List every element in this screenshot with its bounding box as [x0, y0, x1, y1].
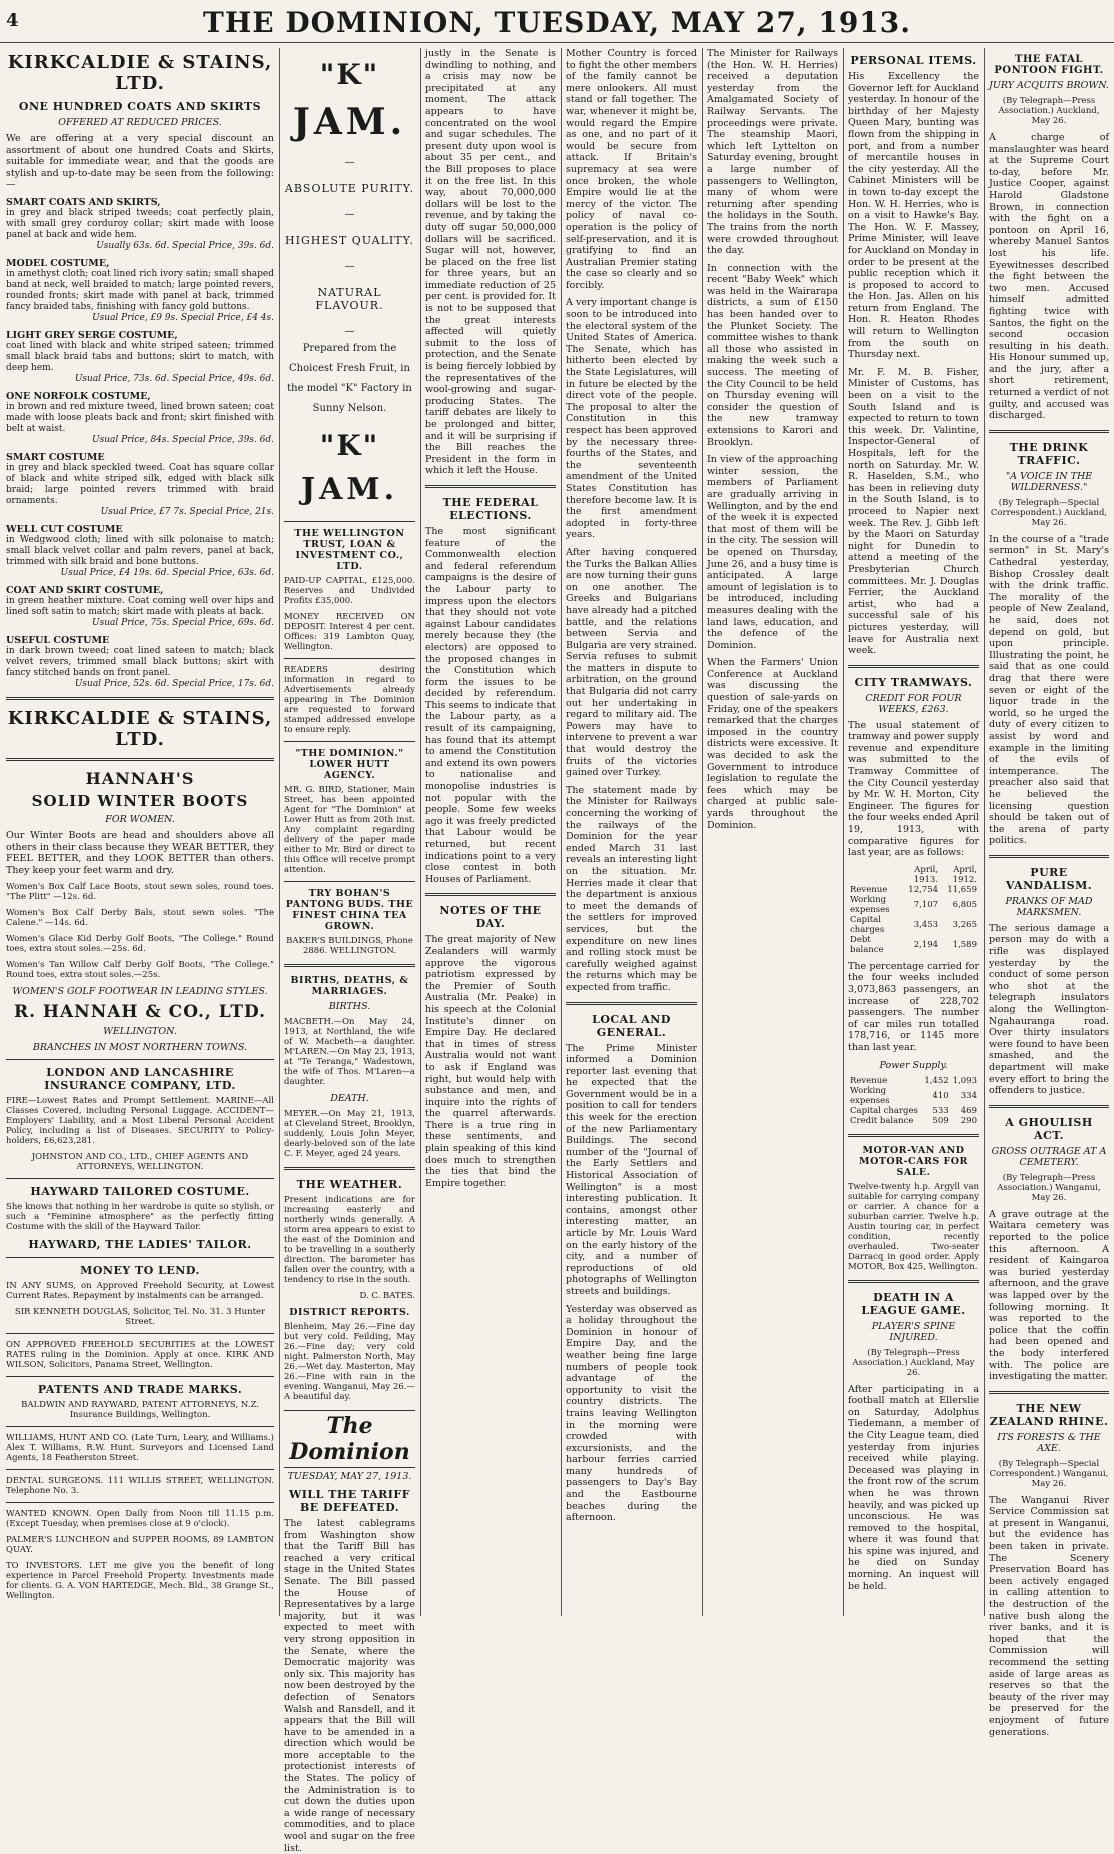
jam-line-2: HIGHEST QUALITY. — [285, 234, 414, 247]
dominion-logo: The Dominion — [284, 1410, 415, 1468]
costume-item-desc: in green heather mixture. Coat coming well over hips and lined soft satin to match; skirt made with pleats at back. — [6, 595, 274, 617]
table-row: Capital charges 3,453 3,265 — [850, 914, 977, 935]
kirkcaldie-heading: KIRKCALDIE & STAINS, LTD. — [7, 52, 273, 94]
costume-item-price: Usual Price, 84s. Special Price, 39s. 6d. — [92, 434, 274, 445]
newspaper-title: THE DOMINION, TUESDAY, MAY 27, 1913. — [202, 6, 912, 39]
wanted-text: WANTED KNOWN. Open Daily from Noon till 11.15 p.m. (Except Tuesday, when premises close at 9 o'clock). — [6, 1509, 274, 1530]
costume-item-title: WELL CUT COSTUME — [6, 523, 123, 535]
bdm-heading: BIRTHS, DEATHS, & MARRIAGES. — [290, 975, 409, 997]
k-brand: "K" — [319, 58, 380, 91]
investors-text: TO INVESTORS. LET me give you the benefit of long experience in Parcel Freehold Property. Investments made for clients. G. A. VON HARTEDGE, Mech. Bld., 38 Grange St., Wellington. — [6, 1561, 274, 1602]
costume-item-title: USEFUL COSTUME — [6, 634, 110, 646]
league-subheading: PLAYER'S SPINE INJURED. — [871, 1320, 956, 1343]
kirkcaldie-subheading: ONE HUNDRED COATS AND SKIRTS — [18, 100, 262, 113]
vandal-heading: PURE VANDALISM. — [1005, 865, 1093, 892]
trust-capital: PAID-UP CAPITAL, £125,000. Reserves and Undivided Profits £35,000. — [284, 576, 415, 606]
trust-money: MONEY RECEIVED ON DEPOSIT. Interest 4 per cent. Offices: 319 Lambton Quay, Wellington. — [284, 612, 415, 652]
trust-heading: THE WELLINGTON TRUST, LOAN & INVESTMENT CO., LTD. — [294, 528, 405, 572]
costume-item-title: COAT AND SKIRT COSTUME, — [6, 584, 164, 596]
costume-item-price: Usually 63s. 6d. Special Price, 39s. 6d. — [96, 240, 274, 251]
insurance-heading: LONDON AND LANCASHIRE INSURANCE COMPANY, LTD. — [44, 1066, 236, 1093]
costume-item-price: Usual Price, £9 9s. Special Price, £4 4s. — [92, 312, 274, 323]
hayward-footer: HAYWARD, THE LADIES' TAILOR. — [28, 1238, 252, 1252]
holiday-text: Yesterday was observed as a holiday throughout the Dominion in honour of Empire Day, and the weather being fine large numbers of people took advantage of the opportunity to visit the country districts. The trains leaving Wellington in the morning were crowded with excursionists, and the harbour ferries carried many hundreds of passengers to Day's Bay and the Eastbourne beaches during the afternoon. — [566, 1303, 697, 1524]
costume-item — [6, 635, 274, 689]
costume-item — [6, 452, 274, 517]
league-text: After participating in a football match at Ellerslie on Saturday, Adolphus Tiedemann, a member of the City League team, died yesterday from injuries received while playing. Deceased was playing in the front row of the scrum when he was thrown heavily, and was picked up unconscious. He was removed to the hospital, where it was found that his spine was injured, and he died on Sunday morning. An inquest will be held. — [848, 1383, 979, 1592]
births-label: BIRTHS. — [328, 1001, 371, 1012]
jam-line-1: ABSOLUTE PURITY. — [284, 182, 415, 195]
k-brand-2: "K" — [319, 429, 380, 462]
table-row: Debt balance 2,194 1,589 — [850, 934, 977, 955]
district-heading: DISTRICT REPORTS. — [289, 1307, 410, 1318]
hutt-heading: "THE DOMINION." LOWER HUTT AGENCY. — [295, 748, 404, 781]
costume-item-price: Usual Price, 75s. Special Price, 69s. 6d. — [92, 617, 274, 628]
costume-item-price: Usual Price, £4 19s. 6d. Special Price, 63s. 6d. — [60, 567, 274, 578]
costume-item-price: Usual Price, 73s. 6d. Special Price, 49s. 6d. — [74, 373, 274, 384]
drink-subheading: "A VOICE IN THE WILDERNESS." — [1005, 470, 1093, 493]
tea-address: BAKER'S BUILDINGS, Phone 2886. WELLINGTON. — [286, 936, 413, 956]
costume-item — [6, 524, 274, 578]
drink-heading: THE DRINK TRAFFIC. — [1009, 440, 1089, 467]
jam-line-3: NATURAL FLAVOUR. — [315, 286, 384, 312]
palmer-text: PALMER'S LUNCHEON and SUPPER ROOMS, 89 LAMBTON QUAY. — [6, 1535, 274, 1556]
boots-items — [6, 882, 274, 980]
district-text: Blenheim, May 26.—Fine day but very cold. Feilding, May 26.—Fine day; very cold night. Palmerston North, May 26.—Wet day. Masterton, May 26.—Fine with rain in the evening. Wanganui, May 26.—A beautiful day. — [284, 1322, 415, 1402]
page-number: 4 — [6, 10, 19, 31]
local-heading: LOCAL AND GENERAL. — [592, 1012, 671, 1039]
patents-heading: PATENTS AND TRADE MARKS. — [37, 1383, 243, 1397]
column-jam-and-leader: "K" JAM. — ABSOLUTE PURITY. — HIGHEST QUALITY. — NATURAL FLAVOUR. — Prepared from the Choicest Fresh Fruit, in the model "K" Factory in Sunny Nelson. "K" JAM. THE WELLINGTON TRUST, LOAN & INVESTMENT CO., LTD. PAID-UP CAPITAL, £125,000. Reserves and Undivided Profits £35,000. MONEY RECEIVED ON DEPOSIT. Interest 4 per cent. Offices: 319 Lambton Quay, Wellington. READERS desiring information in regard to Advertisements already appearing in The Dominion are requested to forward stamped addressed envelope to ensure reply. "THE DOMINION." LOWER HUTT AGENCY. MR. G. BIRD, Stationer, Main Street, has been appointed Agent for "The Dominion" at Lower Hutt as from 20th inst. Any complaint regarding delivery of the paper made either to Mr. Bird or direct to this Office will receive prompt attention. TRY BOHAN'S PANTONG BUDS. THE FINEST CHINA TEA GROWN. BAKER'S BUILDINGS, Phone 2886. WELLINGTON. BIRTHS, DEATHS, & MARRIAGES. BIRTHS. MACBETH.—On May 24, 1913, at Northland, the wife of W. Macbeth—a daughter. M'LAREN.—On May 23, 1913, at "Te Teranga," Wadestown, the wife of Thos. M'Laren—a daughter. DEATH. MEYER.—On May 21, 1913, at Cleveland Street, Brooklyn, suddenly, Louis John Meyer, dearly-beloved son of the late C. F. Meyer, aged 24 years. THE WEATHER. Present indications are for increasing easterly and northerly winds generally. A storm area appears to exist to the east of the Dominion and to be travelling in a southerly direction. The barometer has fallen over the country, with a tendency to rise in the south. D. C. BATES. DISTRICT REPORTS. Blenheim, May 26.—Fine day but very cold. Feilding, May 26.—Fine day; very cold night. Palmerston North, May 26.—Wet day. Masterton, May 26.—Fine with rain in the evening. Wanganui, May 26.—A beautiful day. The Dominion TUESDAY, MAY 27, 1913. WILL THE TARIFF BE DEFEATED. The latest cablegrams from Washington show that the Tariff Bill has reached a very critical stage in the United States Senate. The Bill passed the House of Representatives by a large majority, but it was expected to meet with very strong opposition in the Senate, where the Democratic majority was only six. This majority has now been destroyed by the defection of Senators Walsh and Ransdell, and it appears that the Bill will have to be amended in a direction which would be more acceptable to the protectionist interests of the States. The policy of the Administration is to cut down the duties upon a wide range of necessary commodities, and to place wool and sugar on the free list. — [284, 58, 415, 1854]
costume-item-desc: in Wedgwood cloth; lined with silk polonaise to match; small black velvet collar and palm revers, panel at back, trimmed with silk braid and bone buttons. — [6, 534, 274, 567]
empire-text: Mother Country is forced to fight the other members of the family cannot be mere onlookers. All must stand or fall together. The war, whenever it might be, would regard the Empire as one, and no part of it would be secure from attack. If Britain's supremacy at sea were once broken, the whole Empire would lie at the mercy of the victor. The policy of naval co-operation is the policy of self-preservation, and it is gratifying to find an Australian Premier stating the case so clearly and so forcibly. — [566, 48, 697, 291]
column-local-news — [707, 48, 838, 1616]
costume-item-title: ONE NORFOLK COSTUME, — [6, 390, 151, 402]
hayward-text: She knows that nothing in her wardrobe is quite so stylish, or such a "Feminine atmosphere" as the perfectly fitting Costume with the skill of the Hayward Tailor. — [6, 1202, 274, 1233]
leader-heading: WILL THE TARIFF BE DEFEATED. — [288, 1488, 411, 1514]
dominion-date: TUESDAY, MAY 27, 1913. — [287, 1471, 412, 1482]
federal-heading: THE FEDERAL ELECTIONS. — [442, 495, 539, 522]
jam-prepared: Prepared from the Choicest Fresh Fruit, in the model "K" Factory in Sunny Nelson. — [287, 343, 412, 414]
local-text: The Prime Minister informed a Dominion reporter last evening that he expected that the Government would be in a position to call for tenders this week for the erection of the new Parliamentary Buildings. The second number of the "Journal of the Early Settlers and Historical Association of Wellington" is a most interesting publication. It contains, amongst other interesting matter, an article by Mr. Louis Ward on the early history of the city, and a number of reproductions of old photographs of Wellington streets and buildings. — [566, 1042, 697, 1297]
power-table — [848, 1076, 979, 1126]
column-advertisements — [6, 48, 274, 1616]
costume-item-desc: in grey and black striped tweeds; coat perfectly plain, with small grey corduroy collar; skirt made with loose panel at back and wide hem. — [6, 207, 274, 240]
local-news-bottom: When the Farmers' Union Conference at Auckland was discussing the question of sale-yards on Friday, one of the speakers remarked that the charges imposed in the country districts were excessive. It was decided to ask the Government to introduce legislation to regulate the fees which may be charged at public sale-yards throughout the Dominion. — [707, 657, 838, 831]
death-label: DEATH. — [330, 1093, 369, 1104]
boots-footer: WOMEN'S GOLF FOOTWEAR IN LEADING STYLES. — [12, 986, 268, 998]
boot-item: Women's Tan Willow Calf Derby Golf Boots, "The College." Round toes, extra stout soles.—25s. — [6, 960, 274, 981]
costume-item — [6, 197, 274, 251]
money-text: IN ANY SUMS, on Approved Freehold Security, at Lowest Current Rates. Repayment by instalments can be arranged. — [6, 1281, 274, 1302]
league-heading: DEATH IN A LEAGUE GAME. — [861, 1290, 966, 1317]
rhine-subheading: ITS FORESTS & THE AXE. — [997, 1431, 1101, 1454]
federal-text: The most significant feature of the Commonwealth election and federal referendum campaigns is the desire of the Labour party to impress upon the electors that they should not vote against Labour candidates merely because they (the electors) are opposed to the proposed changes in the Constitution which form the issues to be decided by referendum. This seems to indicate that the Labour party, as a result of its campaigning, has found that its attempt to amend the Constitution and extend its own powers to nationalise and monopolise industries is not popular with the people. Some few weeks ago it was freely predicted that Labour would be returned, but recent indications point to a very close contest in both Houses of Parliament. — [425, 525, 556, 885]
costume-item-desc: in grey and black speckled tweed. Coat has square collar of black and white striped silk, edged with black silk braid; large pointed revers trimmed with braid ornaments. — [6, 462, 274, 506]
column-rule — [561, 48, 562, 1616]
balkan-text: After having conquered the Turks the Balkan Allies are now turning their guns on one another. The Greeks and Bulgarians have already had a pitched battle, and the relations between Servia and Bulgaria are very strained. Servia refuses to submit the matters in dispute to arbitration, on the ground that Bulgaria did not carry out her undertaking in regard to military aid. The Powers may have to intervene to prevent a war that would destroy the fruits of the victories gained over Turkey. — [566, 546, 697, 779]
kirkcaldie-offer: OFFERED AT REDUCED PRICES. — [58, 117, 222, 128]
motor-text: Twelve-twenty h.p. Argyll van suitable for carrying company or carrier. A chance for a suburban carrier. Twelve h.p. Austin touring car, in perfect condition, recently overhauled. Two-seater Darracq in good order. Apply MOTOR, Box 425, Wellington. — [848, 1181, 979, 1272]
column-notes — [566, 48, 697, 1616]
ghoul-press: (By Telegraph—Press Association.) Wanganui, May 26. — [997, 1172, 1101, 1203]
rhine-heading: THE NEW ZEALAND RHINE. — [989, 1401, 1109, 1428]
vandal-text: The serious damage a person may do with a rifle was displayed yesterday by the conduct of some person who shot at the telegraph insulators along the Wellington-Ngahauranga road. Over thirty insulators were found to have been smashed, and the department will make every effort to bring the offenders to justice. — [989, 922, 1109, 1097]
costume-item-title: SMART COSTUME — [6, 451, 105, 463]
kirkcaldie-footer: KIRKCALDIE & STAINS, LTD. — [7, 707, 273, 750]
tram-table: April, 1913. April, 1912. Revenue 12,754 11,659 Working expenses 7,107 6,805 Capital charges 3,453 3,265 Debt balance 2,194 1,589 — [850, 864, 977, 955]
drink-press: (By Telegraph—Special Correspondent.) Auckland, May 26. — [990, 497, 1108, 528]
births-text: MACBETH.—On May 24, 1913, at Northland, the wife of W. Macbeth—a daughter. M'LAREN.—On May 23, 1913, at "Te Teranga," Wadestown, the wife of Thos. M'Laren—a daughter. — [284, 1017, 415, 1087]
column-rule — [420, 48, 421, 1616]
power-heading: Power Supply. — [879, 1059, 948, 1071]
masthead — [0, 6, 1114, 43]
weather-signature: D. C. BATES. — [359, 1291, 415, 1301]
fatal-subheading: JURY ACQUITS BROWN. — [989, 80, 1109, 91]
costume-item-title: MODEL COSTUME, — [6, 257, 110, 269]
motor-heading: MOTOR-VAN AND MOTOR-CARS FOR SALE. — [859, 1144, 968, 1178]
boot-item: Women's Box Calf Derby Bals, stout sewn soles. "The Calene." —14s. 6d. — [6, 908, 274, 929]
costume-item-title: LIGHT GREY SERGE COSTUME, — [6, 329, 178, 341]
constitution-text: A very important change is soon to be introduced into the electoral system of the United States of America. The Senate, which has hitherto been elected by the State Legislatures, will in future be elected by the direct vote of the people. The proposal to alter the Constitution in this respect has been approved by the necessary three-fourths of the States, and the seventeenth amendment of the United States Constitution has therefore become law. It is the first amendment adopted in forty-three years. — [566, 297, 697, 541]
local-news-mid: In connection with the recent "Baby Week" which was held in the Wairarapa districts, a sum of £150 has been handed over to the Plunket Society. The committee wishes to thank all those who assisted in making the week such a success. The meeting of the City Council to be held on Thursday evening will consider the question of the new tramway extensions to Karori and Brooklyn. — [707, 262, 838, 448]
table-row: Revenue 12,754 11,659 — [850, 884, 977, 895]
money-heading: MONEY TO LEND. — [80, 1264, 200, 1278]
costume-item-desc: coat lined with black and white striped sateen; trimmed small black braid tabs and buttons; skirt to match, with deep hem. — [6, 340, 274, 373]
vandal-subheading: PRANKS OF MAD MARKSMEN. — [1005, 895, 1093, 918]
table-row: Revenue 1,452 1,093 — [850, 1075, 977, 1086]
rhine-press: (By Telegraph—Special Correspondent.) Wanganui, May 26. — [989, 1458, 1109, 1489]
jam-title: JAM. — [292, 101, 407, 143]
hannah-heading: HANNAH'S — [85, 768, 195, 788]
table-row: Working expenses 410 334 — [850, 1085, 977, 1106]
costume-item-price: Usual Price, £7 7s. Special Price, 21s. — [100, 506, 274, 517]
hannah-intro: Our Winter Boots are head and shoulders above all others in their class because they WEAR BETTER, they FEEL BETTER, and they LOOK BETTER than others. They keep your feet warm and dry. — [6, 829, 274, 876]
column-rule — [279, 48, 280, 1616]
hannah-branches: BRANCHES IN MOST NORTHERN TOWNS. — [32, 1042, 248, 1054]
kirkcaldie-intro: We are offering at a very special discount an assortment of about one hundred Coats and Skirts, suitable for immediate wear, and that the goods are stylish and up-to-date may be seen from the following:— — [6, 133, 274, 191]
tram-subheading: CREDIT FOR FOUR WEEKS, £263. — [865, 692, 962, 715]
money-name: SIR KENNETH DOUGLAS, Solicitor, Tel. No. 31. 3 Hunter Street. — [14, 1307, 266, 1328]
ghoul-heading: A GHOULISH ACT. — [1005, 1115, 1093, 1142]
weather-text: Present indications are for increasing easterly and northerly winds generally. A storm area appears to exist to the east of the Dominion and to be travelling in a southerly direction. The barometer has fallen over the country, with a tendency to rise in the south. — [284, 1195, 415, 1285]
fatal-text: A charge of manslaughter was heard at the Supreme Court to-day, before Mr. Justice Cooper, against Harold Gladstone Brown, in connection with the fight on a pontoon on April 16, whereby Manuel Santos lost his life. Eyewitnesses described the fight between the two men. Accused himself admitted fighting twice with Santos, the fight on the second occasion resulting in his death. His Honour summed up, and the jury, after a short retirement, returned a verdict of not guilty, and accused was discharged. — [989, 132, 1109, 422]
table-row: Capital charges 533 469 — [850, 1105, 977, 1116]
johnston-text: JOHNSTON AND CO., LTD., CHIEF AGENTS AND ATTORNEYS, WELLINGTON. — [31, 1152, 249, 1173]
hayward-heading: HAYWARD TAILORED COSTUME. — [30, 1185, 250, 1199]
costume-item — [6, 585, 274, 628]
boot-item: Women's Glace Kid Derby Golf Boots, "The College." Round toes, extra stout soles.—25s. 6d. — [6, 934, 274, 955]
williams-text: WILLIAMS, HUNT AND CO. (Late Turn, Leary, and Williams.) Alex T. Williams, R.W. Hunt. Surveyors and Licensed Land Agents, 18 Featherston Street. — [6, 1433, 274, 1464]
column-rule — [984, 48, 985, 1616]
costume-item-desc: in brown and red mixture tweed, lined brown sateen; coat made with loose pleats back and front; skirt finished with belt at waist. — [6, 401, 274, 434]
drink-text: In the course of a "trade sermon" in St. Mary's Cathedral yesterday, Bishop Crossley dealt with the drink traffic. The morality of the people of New Zealand, he said, does not depend on gold, but upon principle. Illustrating the point, he said that as one could drag that there were seven or eight of the liquor trade in the world, so he urged the duty of every citizen to assist by word and example in the limiting of the evils of intemperance. The preacher also said that he believed the licensing question should be taken out of the arena of party politics. — [989, 533, 1109, 847]
table-row: Working expenses 7,107 6,805 — [850, 894, 977, 915]
dental-text: DENTAL SURGEONS. 111 WILLIS STREET, WELLINGTON. Telephone No. 3. — [6, 1476, 274, 1497]
jam-title-2: JAM. — [300, 472, 399, 507]
costume-item — [6, 258, 274, 323]
fatal-press: (By Telegraph—Press Association.) Auckland, May 26. — [998, 96, 1100, 126]
ghoul-subheading: GROSS OUTRAGE AT A CEMETERY. — [991, 1145, 1107, 1168]
fatal-heading: THE FATAL PONTOON FIGHT. — [994, 54, 1104, 76]
patents-text: BALDWIN AND RAYWARD, PATENT ATTORNEYS, N.Z. Insurance Buildings, Wellington. — [21, 1400, 259, 1421]
readers-notice: READERS desiring information in regard to Advertisements already appearing in The Dominion are requested to forward stamped addressed envelope to ensure reply. — [284, 665, 415, 735]
tea-heading: TRY BOHAN'S PANTONG BUDS. THE FINEST CHINA TEA GROWN. — [285, 888, 414, 932]
costume-item-desc: in dark brown tweed; coat lined sateen to match; black velvet revers, trimmed small black buttons; skirt with fancy stitched bands on front panel. — [6, 645, 274, 678]
personal-text-2: Mr. F. M. B. Fisher, Minister of Customs, has been on a visit to the South Island and is expected to return to town this week. Dr. Valintine, Inspector-General of Hospitals, left for the north on Saturday. Mr. W. R. Haselden, S.M., who has been in relieving duty in the South Island, is to proceed to Napier next week. The Rev. J. Gibb left by the Maori on Saturday night for Dunedin to attend a meeting of the Presbyterian Church committees. Mr. J. Douglas Ferrier, the Auckland artist, who had a successful sale of his pictures yesterday, will leave for Australia next week. — [848, 366, 979, 657]
tram-text: The usual statement of tramway and power supply revenue and expenditure was submitted to the Tramway Committee of the City Council yesterday by Mr. W. H. Morton, City Engineer. The figures for the four weeks ended April 19, 1913, with comparative figures for last year, are as follows: — [848, 719, 979, 859]
costume-item-title: SMART COATS AND SKIRTS, — [6, 196, 161, 208]
tram-heading: CITY TRAMWAYS. — [854, 675, 973, 689]
hannah-for: FOR WOMEN. — [105, 813, 175, 825]
kirkcaldie-items — [6, 197, 274, 689]
league-press: (By Telegraph—Press Association.) Auckland, May 26. — [852, 1347, 975, 1378]
local-news-lower: In view of the approaching winter session, the members of Parliament are gradually arriving in Wellington, and by the end of the week it is expected that most of them will be in the city. The session will be opened on Thursday, June 26, and a busy time is anticipated. A large amount of legislation is to be introduced, including measures dealing with the land laws, education, and the defence of the Dominion. — [707, 454, 838, 651]
tariff-continued: justly in the Senate is dwindling to nothing, and a crisis may now be precipitated at any moment. The attack appears to have concentrated on the wool and sugar schedules. The present duty upon wool is about 35 per cent., and the Bill proposes to place it on the free list. In this way, about 70,000,000 dollars will be lost to the revenue, and by taking the duty off sugar 50,000,000 dollars will be sacrificed. Sugar will not, however, be placed on the free list for three years, but an immediate reduction of 25 per cent. is provided for. It is not to be supposed that the great interests affected will quietly submit to the loss of protection, and the Senate is being fiercely lobbied by the representatives of the wool-growing and sugar-producing States. The tariff debates are likely to be prolonged and bitter, and it will be surprising if the Bill reaches the President in the form in which it left the House. — [425, 48, 556, 477]
local-news-top: The Minister for Railways (the Hon. W. H. Herries) received a deputation yesterday from the Amalgamated Society of Railway Servants. The proceedings were private. The steamship Maori, which left Lyttelton on Saturday evening, brought a large number of passengers to Wellington, many of whom were returning after spending the holidays in the South. The trains from the north were crowded throughout the day. — [707, 48, 838, 257]
column-telegraph — [989, 48, 1109, 1738]
table-row: Credit balance 509 290 — [850, 1115, 977, 1126]
rhine-text: The Wanganui River Service Commission sat at present in Wanganui, but the evidence has been taken in private. The Scenery Preservation Board has been actively engaged in calling attention to the destruction of the native bush along the river banks, and it is hoped that the Commission will recommend the setting aside of large areas as reserves so that the beauty of the river may be preserved for the enjoyment of future generations. — [989, 1494, 1109, 1738]
notes-heading: NOTES OF THE DAY. — [439, 904, 542, 931]
weather-heading: THE WEATHER. — [296, 1178, 403, 1191]
costume-item — [6, 391, 274, 445]
ghoul-text: A grave outrage at the Waitara cemetery was reported to the police this afternoon. A resident of Kaingaroa was buried yesterday afternoon, and the grave was lapped over by the following morning. It was reported to the police that the coffin had been opened and the body interfered with. The police are investigating the matter. — [989, 1208, 1109, 1383]
approved-text: ON APPROVED FREEHOLD SECURITIES at the LOWEST RATES ruling in the Dominion. Apply at once. KIRK AND WILSON, Solicitors, Panama Street, Wellington. — [6, 1340, 274, 1371]
boot-item: Women's Box Calf Lace Boots, stout sewn soles, round toes. "The Plitt" —12s. 6d. — [6, 882, 274, 903]
hutt-text: MR. G. BIRD, Stationer, Main Street, has been appointed Agent for "The Dominion" at Lower Hutt as from 20th inst. Any complaint regarding delivery of the paper made either to Mr. Bird or direct to this Office will receive prompt attention. — [284, 785, 415, 875]
costume-item — [6, 330, 274, 384]
hannah-subheading: SOLID WINTER BOOTS — [31, 791, 249, 810]
column-editorial — [425, 48, 556, 1616]
tram-text-2: The percentage carried for the four weeks included 3,073,863 passengers, an increase of 228,702 passengers. The number of car miles run totalled 178,716, or 1145 more than last year. — [848, 960, 979, 1053]
costume-item-desc: in amethyst cloth; coat lined rich ivory satin; small shaped band at neck, well braided to match; large pointed revers, rounded fronts; skirt made with panel at back, trimmed fancy braided tabs, finishing with fancy gold buttons. — [6, 268, 274, 312]
personal-text: His Excellency the Governor left for Auckland yesterday. In honour of the birthday of her Majesty Queen Mary, bunting was flown from the shipping in port, and from a number of mercantile houses in the city yesterday. All the Cabinet Ministers will be in town to-day except the Hon. W. H. Herries, who is on a visit to Hawke's Bay. The Hon. W. F. Massey, Prime Minister, will leave for Auckland on Monday in order to be present at the public reception which it is proposed to accord to the Hon. Jas. Allen on his return from England. The Hon. R. Heaton Rhodes will return to Wellington from the south on Thursday next. — [848, 71, 979, 361]
column-rule — [843, 48, 844, 1616]
column-personal — [848, 48, 979, 1616]
column-rule — [702, 48, 703, 1616]
personal-heading: PERSONAL ITEMS. — [850, 54, 977, 67]
notes-text: The great majority of New Zealanders will warmly approve the vigorous patriotism expressed by the Premier of South Australia (Mr. Peake) in his speech at the Colonial Institute's dinner on Empire Day. He declared that in times of stress Australia would not want to ask if England was right, but would help with substance and men, and inquire into the rights of the quarrel afterwards. There is a true ring in these sentiments, and plain speaking of this kind does much to strengthen the ties that bind the Empire together. — [425, 934, 556, 1189]
hannah-city: WELLINGTON. — [103, 1026, 177, 1038]
insurance-text: FIRE—Lowest Rates and Prompt Settlement. MARINE—All Classes Covered, including Personal Luggage. ACCIDENT—Employers' Liability, and a Most Liberal Personal Accident Policy, including a list of Diseases. SECURITY to Policy-holders, £6,623,281. — [6, 1096, 274, 1147]
costume-item-price: Usual Price, 52s. 6d. Special Price, 17s. 6d. — [74, 678, 274, 689]
hannah-firm: R. HANNAH & CO., LTD. — [13, 1002, 267, 1023]
railway-text: The statement made by the Minister for Railways concerning the working of the railways of the Dominion for the year ended March 31 last reveals an interesting light on the situation. Mr. Herries made it clear that the department is anxious to meet the demands of the settlers for improved services, but the expenditure on new lines and rolling stock must be carefully weighed against the returns which may be expected from traffic. — [566, 784, 697, 993]
death-text: MEYER.—On May 21, 1913, at Cleveland Street, Brooklyn, suddenly, Louis John Meyer, dearly-beloved son of the late C. F. Meyer, aged 24 years. — [284, 1109, 415, 1159]
leader-text: The latest cablegrams from Washington show that the Tariff Bill has reached a very critical stage in the United States Senate. The Bill passed the House of Representatives by a large majority, but it was expected to meet with very strong opposition in the Senate, where the Democratic majority was only six. This majority has now been destroyed by the defection of Senators Walsh and Ransdell, and it appears that the Bill will have to be amended in a direction which would be more acceptable to the protectionist interests of the States. The policy of the Administration is to cut down the duties upon a wide range of necessary commodities, and to place wool and sugar on the free list. — [284, 1518, 415, 1854]
